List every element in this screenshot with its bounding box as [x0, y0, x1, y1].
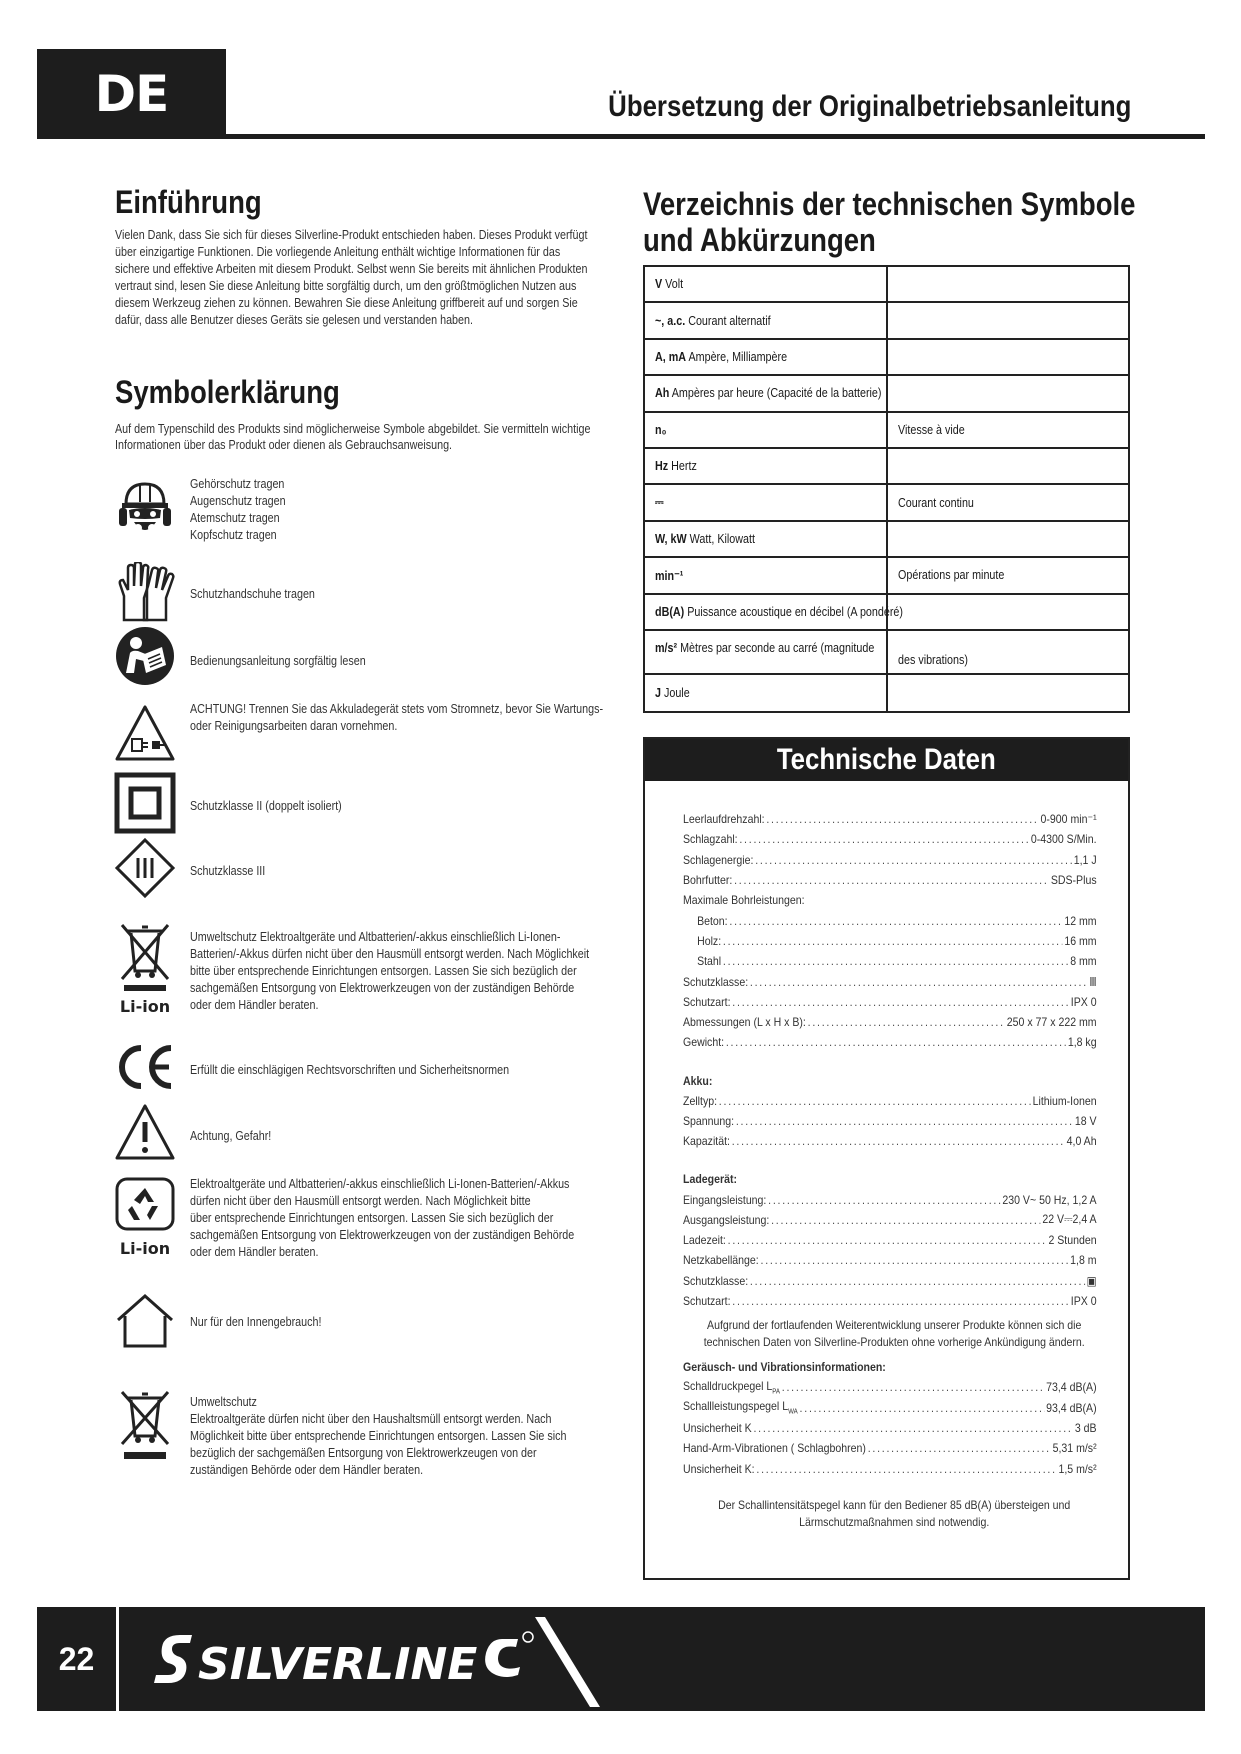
- spec-row: Kapazität: ..... 4,0 Ah: [683, 1131, 1097, 1151]
- warning-icon: [114, 1102, 176, 1164]
- weee-bin-icon: [114, 1390, 176, 1462]
- page-number: 22: [37, 1607, 119, 1711]
- header-rule: [226, 134, 1205, 139]
- spec-row: Schlagenergie: ..... 1,1 J: [683, 850, 1097, 870]
- svg-text:Li-ion: Li-ion: [119, 997, 171, 1016]
- svg-text:Li-ion: Li-ion: [119, 1239, 171, 1258]
- noise-note: Der Schallintensitätspegel kann für den Bediener 85 dB(A) übersteigen und Lärmschutzmaßnahmen sind notwendig.: [718, 1497, 1071, 1529]
- class-iii-icon: [114, 837, 176, 899]
- symbol-indoor-text: Nur für den Innengebrauch!: [190, 1315, 322, 1329]
- weee-liion-icon: [114, 921, 176, 1021]
- spec-row: Gewicht: ..... 1,8 kg: [683, 1032, 1097, 1052]
- read-manual-icon: [114, 625, 176, 687]
- spec-row: Leerlaufdrehzahl: ..... 0-900 min⁻¹: [683, 809, 1097, 829]
- spec-row: Abmessungen (L x H x B): ..... 250 x 77 x 222 mm: [683, 1012, 1097, 1032]
- spec-row: Beton: ..... 12 mm: [683, 910, 1097, 930]
- symbol-weee-liion-text: Umweltschutz Elektroaltgeräte und Altbatterien/-akkus einschließlich Li-Ionen- Batterien/-Akkus dürfen nicht über den Hausmüll entsorgt werden. Nach Möglichkeit bitte über entsprechende Einrichtungen entsorgen. Lassen Sie sich bezüglich der sachgemäßen Entsorgung von Elektrowerkzeugen von der zuständigen Behörde oder dem Händler beraten.: [190, 930, 590, 1012]
- technical-data-body: [683, 809, 1097, 1537]
- table-row: ~, a.c. Courant alternatif: [645, 303, 1128, 339]
- table-row: m/s² Mètres par seconde au carré (magnitude des vibrations): [645, 631, 1128, 675]
- ppe-head-icon: [114, 478, 176, 540]
- symbol-class-iii-text: Schutzklasse III: [190, 864, 266, 878]
- spec-label: Maximale Bohrleistungen:: [683, 893, 805, 908]
- recycle-liion-icon: [114, 1176, 176, 1260]
- page-title: Übersetzung der Originalbetriebsanleitung: [607, 90, 1131, 123]
- spec-row: Unsicherheit K: ..... 1,5 m/s²: [683, 1458, 1097, 1478]
- spec-row: Spannung: ..... 18 V: [683, 1111, 1097, 1131]
- spec-row: Hand-Arm-Vibrationen ( Schlagbohren) ..... 5,31 m/s²: [683, 1438, 1097, 1458]
- spec-row: Schallleistungspegel $L_{WA}$ ..... 93,4 dB(A): [683, 1398, 1097, 1418]
- symbol-warning-text: Achtung, Gefahr!: [190, 1129, 272, 1143]
- spec-row: Schutzart: ..... IPX 0: [683, 1291, 1097, 1311]
- spec-row: Schutzklasse: ..... ▣: [683, 1271, 1097, 1291]
- unplug-warning-icon: [114, 703, 176, 765]
- symbol-class-ii-text: Schutzklasse II (doppelt isoliert): [190, 799, 342, 813]
- gloves-icon: [114, 562, 176, 624]
- table-row: min⁻¹ Opérations par minute: [645, 558, 1128, 594]
- spec-row: Stahl ..... 8 mm: [683, 951, 1097, 971]
- table-row: W, kW Watt, Kilowatt: [645, 522, 1128, 558]
- symbol-unplug-text: ACHTUNG! Trennen Sie das Akkuladegerät stets vom Stromnetz, bevor Sie Wartungs- oder Reinigungsarbeiten daran vornehmen.: [190, 702, 604, 733]
- spec-row: Eingangsleistung: ..... 230 V~ 50 Hz, 1,2 A: [683, 1189, 1097, 1209]
- intro-heading: Einführung: [115, 184, 262, 220]
- spec-row: Schutzklasse: ..... Ⅲ: [683, 971, 1097, 991]
- symbol-manual-text: Bedienungsanleitung sorgfältig lesen: [190, 654, 366, 668]
- table-row: V Volt: [645, 267, 1128, 303]
- symbol-weee-bin-text: Umweltschutz Elektroaltgeräte dürfen nicht über den Haushaltsmüll entsorgt werden. Nach Möglichkeit bitte über entsprechende Einrichtungen entsorgen. Lassen Sie sich bezüglich der sachgemäßen Entsorgung von Elektrowerkzeugen von der zuständigen Behörde oder dem Händler beraten.: [190, 1395, 567, 1477]
- spec-row: Schutzart: ..... IPX 0: [683, 992, 1097, 1012]
- symbol-ppe-text: Gehörschutz tragen Augenschutz tragen Atemschutz tragen Kopfschutz tragen: [190, 477, 286, 542]
- intro-text: Vielen Dank, dass Sie sich für dieses Silverline-Produkt entschieden haben. Dieses Produkt verfügt über einzigartige Funktionen. Die vorliegende Anleitung enthält wichtige Informationen für das sichere und effektive Arbeiten mit diesem Produkt. Selbst wenn Sie bereits mit ähnlichen Produkten vertraut sind, lesen Sie diese Anleitung bitte sorgfältig durch, um den größtmöglichen Nutzen aus diesem Werkzeug ziehen zu können. Bewahren Sie diese Anleitung griffbereit auf und sorgen Sie dafür, dass alle Benutzer dieses Geräts sie gelesen und verstanden haben.: [115, 228, 588, 327]
- symbols-intro: Auf dem Typenschild des Produkts sind möglicherweise Symbole abgebildet. Sie vermitteln wichtige Informationen über das Produkt oder dienen als Gebrauchsanweisung.: [115, 422, 591, 452]
- table-row: Ah Ampères par heure (Capacité de la batterie): [645, 376, 1128, 412]
- symbol-recycle-liion-text: Elektroaltgeräte und Altbatterien/-akkus einschließlich Li-Ionen-Batterien/-Akkus dürfen nicht über den Hausmüll entsorgt werden. Nach Möglichkeit bitte über entsprechende Einrichtungen entsorgen. Lassen Sie sich bezüglich der sachgemäßen Entsorgung von Elektrowerkzeugen von der zuständigen Behörde oder dem Händler beraten.: [190, 1177, 575, 1259]
- symbol-ce-text: Erfüllt die einschlägigen Rechtsvorschriften und Sicherheitsnormen: [190, 1063, 510, 1077]
- spec-row: Netzkabellänge: ..... 1,8 m: [683, 1250, 1097, 1270]
- technical-data-box: [643, 737, 1130, 1580]
- technical-data-title: Technische Daten: [645, 739, 1128, 781]
- table-row: ⎓ Courant continu: [645, 485, 1128, 521]
- abbreviations-table: [643, 265, 1130, 713]
- spec-row: Ausgangsleistung: ..... 22 V⎓2,4 A: [683, 1210, 1097, 1230]
- table-row: A, mA Ampère, Milliampère: [645, 340, 1128, 376]
- indoor-house-icon: [114, 1290, 176, 1352]
- akku-heading: Akku:: [683, 1073, 713, 1088]
- symbols-heading: Symbolerklärung: [115, 374, 340, 410]
- table-row: Hz Hertz: [645, 449, 1128, 485]
- spec-row: Holz: ..... 16 mm: [683, 931, 1097, 951]
- symbol-gloves-text: Schutzhandschuhe tragen: [190, 587, 315, 601]
- silverline-logo: [150, 1617, 600, 1707]
- table-row: J Joule: [645, 675, 1128, 711]
- specs-change-note: Aufgrund der fortlaufenden Weiterentwicklung unserer Produkte können sich die technischen Daten von Silverline-Produkten ohne vorherige Ankündigung ändern.: [703, 1318, 1085, 1350]
- table-row: n₀ Vitesse à vide: [645, 413, 1128, 449]
- charger-heading: Ladegerät:: [683, 1172, 737, 1187]
- abbreviations-heading: Verzeichnis der technischen Symbole und Abkürzungen: [643, 186, 1136, 258]
- svg-text:SILVERLINE: SILVERLINE: [198, 1639, 478, 1690]
- spec-row: Unsicherheit K ..... 3 dB: [683, 1418, 1097, 1438]
- intro-section: [115, 184, 615, 329]
- spec-row: Ladezeit: ..... 2 Stunden: [683, 1230, 1097, 1250]
- ce-mark-icon: [114, 1036, 176, 1098]
- class-ii-icon: [114, 772, 176, 834]
- spec-row: Zelltyp: ..... Lithium-Ionen: [683, 1091, 1097, 1111]
- table-row: dB(A) Puissance acoustique en décibel (A pondéré): [645, 595, 1128, 631]
- noise-heading: Geräusch- und Vibrationsinformationen:: [683, 1360, 886, 1375]
- spec-row: Bohrfutter: ..... SDS-Plus: [683, 870, 1097, 890]
- spec-row: Schalldruckpegel $L_{PA}$ ..... 73,4 dB(A): [683, 1377, 1097, 1397]
- language-tag: DE: [37, 49, 226, 139]
- spec-row: Schlagzahl: ..... 0-4300 S/Min.: [683, 829, 1097, 849]
